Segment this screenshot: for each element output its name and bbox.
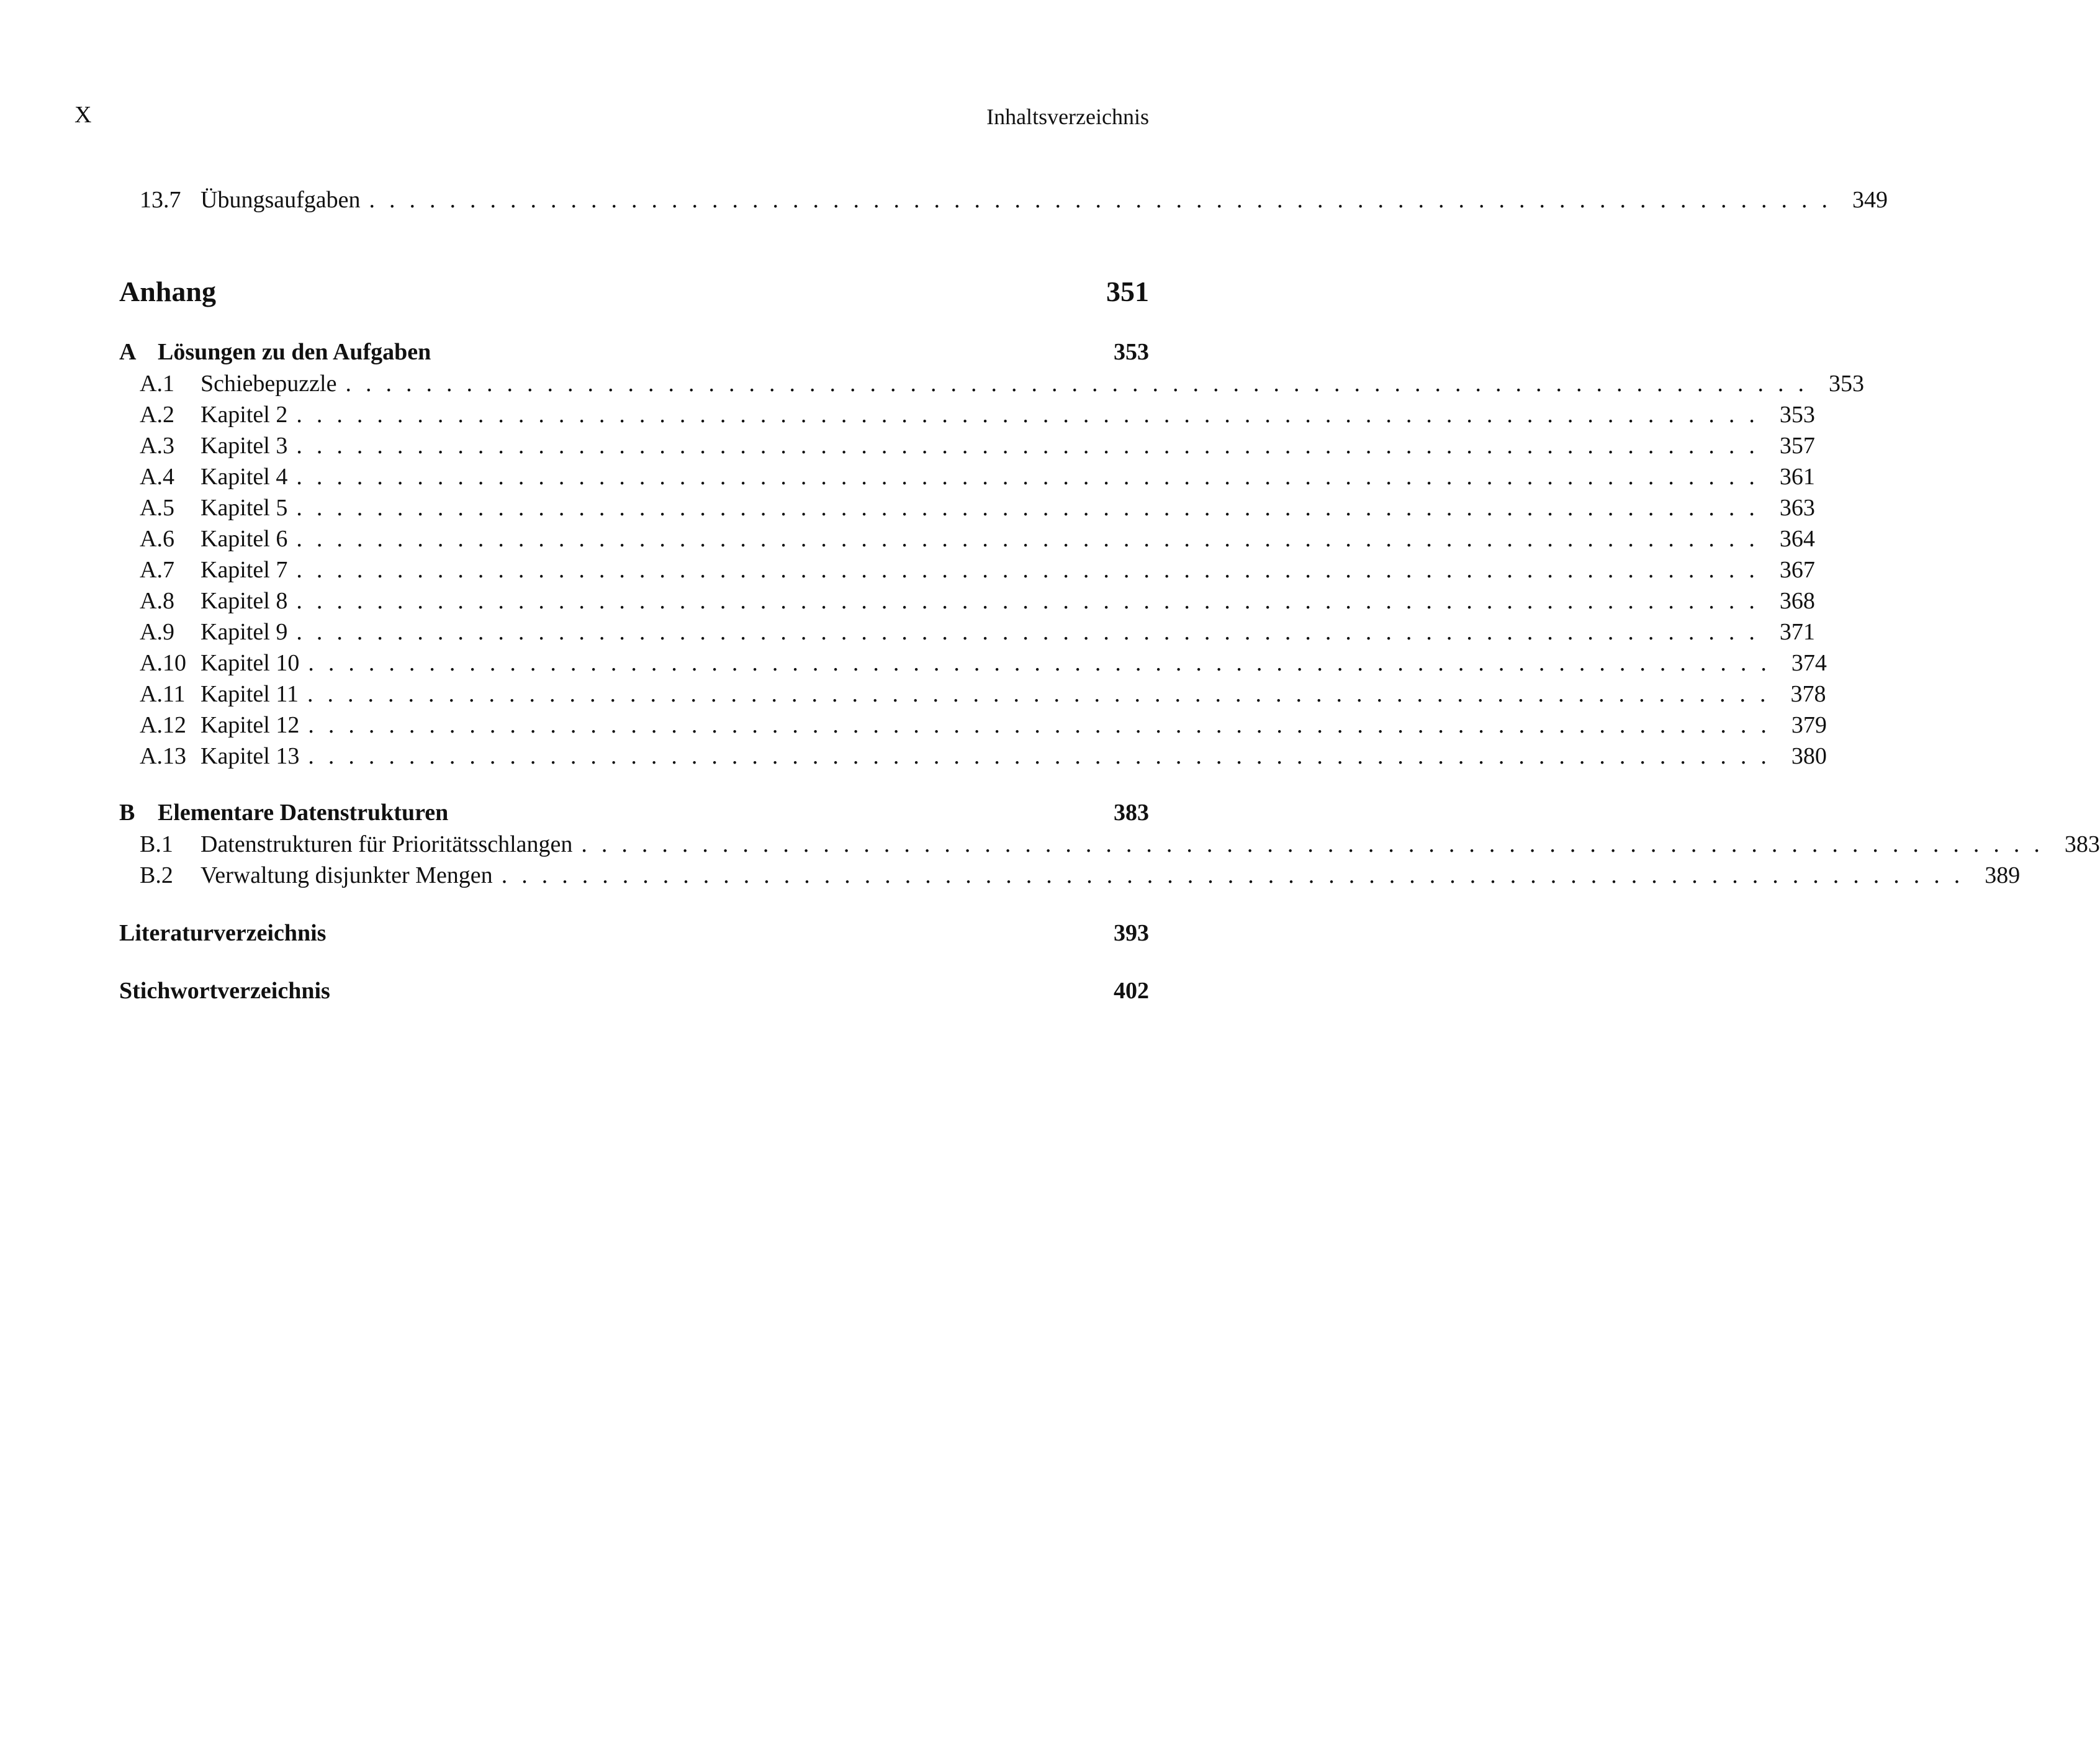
toc-leader-dots: ......................................................................... xyxy=(296,495,1769,521)
toc-entry-page: 353 xyxy=(1779,402,1815,428)
toc-entry-page: 383 xyxy=(2064,831,2100,857)
toc-chapter-page: 353 xyxy=(1114,339,1149,365)
toc-entry-page: 353 xyxy=(1828,371,1864,397)
toc-stichwortverzeichnis[interactable] xyxy=(119,977,1149,1004)
toc-leader-dots: ......................................................................... xyxy=(296,619,1769,645)
toc-leader-dots: ......................................................................... xyxy=(501,862,1975,888)
toc-entry-page: 357 xyxy=(1779,433,1815,459)
toc-entry-number: A.11 xyxy=(140,681,186,707)
toc-leader-dots: ......................................................................... xyxy=(296,588,1769,614)
toc-entry-a-10[interactable] xyxy=(119,649,1827,677)
toc-entry-title: Kapitel 11 xyxy=(201,681,299,707)
toc-entry-a-6[interactable] xyxy=(119,525,1815,553)
toc-entry-title: Kapitel 10 xyxy=(201,650,300,676)
toc-chapter-page: 383 xyxy=(1114,800,1149,826)
running-head: Inhaltsverzeichnis xyxy=(986,104,1149,129)
toc-entry-title: Kapitel 6 xyxy=(201,526,288,552)
toc-entry-page: 361 xyxy=(1779,464,1815,490)
toc-entry-a-4[interactable] xyxy=(119,463,1815,490)
toc-chapter-title: Stichwortverzeichnis xyxy=(119,978,330,1004)
toc-entry-title: Kapitel 3 xyxy=(201,433,288,459)
toc-leader-dots: ......................................................................... xyxy=(296,464,1769,490)
toc-entry-page: 380 xyxy=(1791,743,1827,769)
toc-entry-b-2[interactable] xyxy=(119,862,2021,889)
toc-entry-a-5[interactable] xyxy=(119,494,1815,521)
toc-chapter-title: Elementare Datenstrukturen xyxy=(158,800,449,826)
toc-leader-dots: ......................................................................... xyxy=(296,526,1769,552)
toc-entry-number: B.1 xyxy=(140,831,173,857)
toc-part-page: 351 xyxy=(1106,276,1149,307)
toc-entry-page: 363 xyxy=(1779,495,1815,521)
toc-leader-dots: ......................................................................... xyxy=(345,371,1818,397)
toc-entry-13-7[interactable] xyxy=(119,186,1888,214)
toc-entry-a-13[interactable] xyxy=(119,742,1827,770)
toc-part-anhang[interactable] xyxy=(119,275,1149,308)
toc-entry-page: 367 xyxy=(1779,557,1815,583)
toc-leader-dots: ......................................................................... xyxy=(296,433,1769,459)
toc-entry-page: 379 xyxy=(1791,712,1827,738)
toc-chapter-page: 393 xyxy=(1114,920,1149,946)
toc-entry-number: A.6 xyxy=(140,526,174,552)
toc-part-title: Anhang xyxy=(119,276,216,307)
toc-entry-a-7[interactable] xyxy=(119,556,1815,584)
toc-entry-title: Verwaltung disjunkter Mengen xyxy=(201,862,493,888)
toc-chapter-a[interactable] xyxy=(119,338,1149,366)
toc-leader-dots: ......................................................................... xyxy=(369,187,1842,213)
toc-leader-dots: ......................................................................... xyxy=(296,557,1769,583)
toc-entry-title: Kapitel 7 xyxy=(201,557,288,583)
toc-entry-a-12[interactable] xyxy=(119,711,1827,739)
toc-entry-title: Kapitel 8 xyxy=(201,588,288,614)
toc-entry-title: Übungsaufgaben xyxy=(201,187,361,213)
toc-entry-title: Kapitel 13 xyxy=(201,743,300,769)
toc-entry-page: 371 xyxy=(1779,619,1815,645)
toc-entry-a-2[interactable] xyxy=(119,401,1815,428)
toc-entry-number: A.7 xyxy=(140,557,174,583)
toc-entry-number: A.8 xyxy=(140,588,174,614)
toc-entry-number: A.3 xyxy=(140,433,174,459)
toc-entry-page: 378 xyxy=(1790,681,1826,707)
toc-entry-page: 364 xyxy=(1779,526,1815,552)
toc-entry-b-1[interactable] xyxy=(119,831,2100,858)
toc-leader-dots: ......................................................................... xyxy=(308,650,1781,676)
toc-leader-dots: ......................................................................... xyxy=(308,743,1781,769)
toc-entry-number: A.5 xyxy=(140,495,174,521)
page-number: X xyxy=(74,102,92,128)
toc-leader-dots: ......................................................................... xyxy=(308,712,1781,738)
toc-entry-title: Kapitel 12 xyxy=(201,712,300,738)
toc-entry-a-11[interactable] xyxy=(119,680,1826,708)
toc-entry-title: Kapitel 2 xyxy=(201,402,288,428)
toc-entry-page: 368 xyxy=(1779,588,1815,614)
toc-entry-title: Kapitel 5 xyxy=(201,495,288,521)
toc-chapter-letter: B xyxy=(119,800,135,826)
toc-entry-a-8[interactable] xyxy=(119,587,1815,615)
toc-entry-title: Schiebepuzzle xyxy=(201,371,337,397)
toc-entry-page: 374 xyxy=(1791,650,1827,676)
toc-chapter-title: Lösungen zu den Aufgaben xyxy=(158,339,431,365)
toc-entry-number: A.9 xyxy=(140,619,174,645)
toc-entry-number: A.2 xyxy=(140,402,174,428)
toc-leader-dots: ......................................................................... xyxy=(307,681,1780,707)
toc-chapter-page: 402 xyxy=(1114,978,1149,1004)
toc-entry-title: Kapitel 9 xyxy=(201,619,288,645)
toc-entry-a-3[interactable] xyxy=(119,432,1815,459)
toc-entry-number: A.13 xyxy=(140,743,186,769)
toc-leader-dots: ......................................................................... xyxy=(296,402,1769,428)
toc-entry-a-1[interactable] xyxy=(119,370,1864,397)
toc-entry-page: 389 xyxy=(1985,862,2021,888)
toc-chapter-letter: A xyxy=(119,339,137,365)
toc-chapter-title: Literaturverzeichnis xyxy=(119,920,327,946)
toc-entry-number: B.2 xyxy=(140,862,173,888)
toc-entry-page: 349 xyxy=(1852,187,1888,213)
toc-literaturverzeichnis[interactable] xyxy=(119,919,1149,947)
toc-entry-a-9[interactable] xyxy=(119,618,1815,646)
toc-entry-number: A.12 xyxy=(140,712,186,738)
toc-chapter-b[interactable] xyxy=(119,799,1149,826)
toc-entry-title: Datenstrukturen für Prioritätsschlangen xyxy=(201,831,573,857)
toc-entry-title: Kapitel 4 xyxy=(201,464,288,490)
toc-entry-number: A.10 xyxy=(140,650,186,676)
toc-entry-number: A.4 xyxy=(140,464,174,490)
toc-entry-number: A.1 xyxy=(140,371,174,397)
toc-entry-number: 13.7 xyxy=(140,187,181,213)
toc-leader-dots: ......................................................................... xyxy=(581,831,2054,857)
